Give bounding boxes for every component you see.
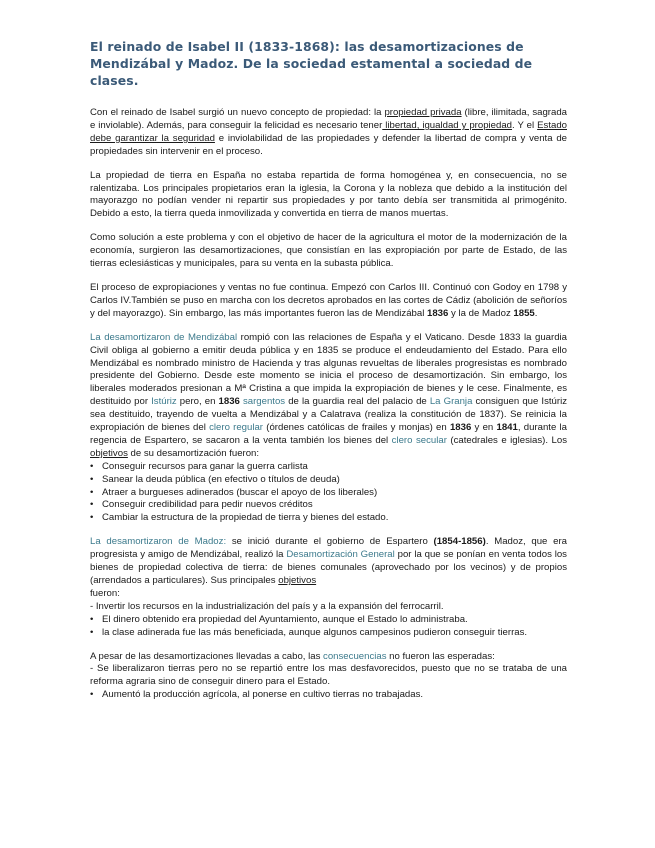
underlined-text: Estado debe garantizar la seguridad — [90, 119, 567, 144]
text: de su desamortización fueron: — [127, 447, 260, 459]
text: rompió con las relaciones de España y el Vaticano. Desde 1833 la guardia Civil obliga al gobierno a emitir deuda pública y en 1835 se produce el endeudamiento del Estado. Para ello Mendizábal es nombrado ministro de Hacienda y tras algunas revueltas de liberales progresistas es nombrado presidente del Gobierno. Desde este momento se inicia el proceso de desamortización. Sin embargo, los liberales moderados presionan a Mª Cristina a que impida la expropiación de bienes y le cese. Finalmente, es destituido por — [90, 331, 567, 408]
paragraph-expropriation-process — [90, 282, 567, 321]
text: A pesar de las desamortizaciones llevadas a cabo, las — [90, 650, 324, 662]
paragraph-desamortization-origin: Como solución a este problema y con el objetivo de hacer de la agricultura el motor de la modernización de la economía, surgieron las desamortizaciones, que consistían en las expropiación por parte de Estado, de las tierras eclesiásticas y municipales, para su venta en la subasta pública. — [90, 232, 567, 270]
underlined-text: objetivos — [90, 447, 128, 459]
list-item: • Sanear la deuda pública (en efectivo o títulos de deuda) — [90, 474, 567, 487]
text: por la que se ponían en venta todos los bienes de propiedad colectiva de tierra: de bienes comunales (aprovechado por los vecinos) y de propios (arrendados a particulares). Sus principales — [90, 549, 567, 586]
list-item: • Cambiar la estructura de la propiedad de tierra y bienes del estado. — [90, 512, 567, 525]
text: e inviolabilidad de las propiedades y defender la libertad de compra y venta de propiedades sin intervenir en el proceso. — [90, 132, 567, 157]
bold-year: 1836 — [218, 396, 240, 408]
bold-year: 1855 — [513, 307, 535, 319]
text: . Y el — [512, 119, 538, 131]
underlined-text: objetivos — [278, 575, 317, 586]
consequences-list — [90, 689, 567, 702]
bold-year: (1854-1856) — [433, 536, 486, 548]
list-item: • Aumentó la producción agrícola, al ponerse en cultivo tierras no trabajadas. — [90, 689, 567, 702]
text: consiguen que Istúriz sea destituido, trayendo de vuelta a Mendizábal y a Calatrava (realiza la constitución de 1837). Se reinicia la expropiación de bienes del — [90, 396, 568, 434]
text: El proceso de expropiaciones y ventas no fue continua. Empezó con Carlos III. Continuó con Godoy en 1798 y Carlos IV.También se puso en marcha con los decretos aprobados en las cortes de Cádiz (abolición de señoríos y del mayorazgo). Sin embargo, las más importantes fueron las de Mendizábal — [90, 281, 567, 319]
list-item: • la clase adinerada fue las más beneficiada, aunque algunos campesinos pudieron conseguir tierras. — [90, 627, 567, 640]
highlight-term: sargentos — [239, 396, 286, 408]
paragraph-consequences — [90, 651, 567, 664]
list-item: • Atraer a burgueses adinerados (buscar el apoyo de los liberales) — [90, 487, 567, 500]
paragraph-land-distribution: La propiedad de tierra en España no estaba repartida de forma homogénea y, en consecuencia, no se ralentizaba. Los principales propietarios eran la iglesia, la Corona y la nobleza que debido a la institución del mayorazgo no podían vender ni repartir sus propiedades y por tanto debía ser transmitida al primogénito. Debido a esto, la tierra queda inmovilizada y convertida en tierra de manos muertas. — [90, 169, 567, 220]
text: , durante la regencia de Espartero, se sacaron a la venta también los bienes del — [90, 422, 567, 446]
text: (catedrales e iglesias). Los — [446, 434, 567, 446]
text: fueron: — [90, 587, 120, 599]
highlight-term: clero regular — [209, 422, 264, 434]
text: de la guardia real del palacio de — [285, 396, 430, 408]
bold-year: 1836 — [427, 307, 449, 319]
highlight-term: : — [223, 536, 227, 548]
madoz-objective-dash-item: - Invertir los recursos en la industrialización del país y a la expansión del ferrocarril. — [90, 600, 444, 612]
text: (libre, ilimitada, sagrada e inviolable). Además, para conseguir la felicidad es necesario tener — [90, 107, 568, 131]
highlight-term: La desamortizaron de Madoz — [90, 536, 224, 548]
text: pero, en — [176, 396, 219, 408]
text: . Madoz, que era progresista y amigo de Mendizábal, realizó la — [90, 536, 567, 561]
underlined-text: libertad, igualdad y propiedad — [382, 119, 513, 131]
text: y en — [471, 422, 497, 434]
paragraph-madoz — [90, 536, 567, 601]
document-title: El reinado de Isabel II (1833-1868): las desamortizaciones de Mendizábal y Madoz. De la sociedad estamental a sociedad de clases. — [90, 39, 533, 88]
highlight-term: Istúriz — [151, 396, 177, 408]
text: . — [534, 307, 538, 319]
highlight-term: La desamortizaron de Mendizábal — [90, 331, 238, 343]
text: se inició durante el gobierno de Espartero — [226, 536, 434, 548]
paragraph-mendizabal — [90, 332, 567, 461]
consequence-dash-item: - Se liberalizaron tierras pero no se repartió entre los mas desfavorecidos, puesto que no se trataba de una reforma agraria sino de conseguir dinero para el Estado. — [90, 663, 567, 688]
highlight-term: Desamortización General — [286, 549, 395, 561]
list-item: • Conseguir recursos para ganar la guerra carlista — [90, 461, 567, 474]
paragraph-property-concept — [90, 107, 567, 159]
highlight-term: clero secular — [391, 434, 447, 446]
list-item: • El dinero obtenido era propiedad del Ayuntamiento, aunque el Estado lo administraba. — [90, 614, 567, 627]
underlined-text: propiedad privada — [384, 107, 462, 118]
text: no fueron las esperadas: — [386, 650, 495, 662]
text: Con el reinado de Isabel surgió un nuevo concepto de propiedad: la — [90, 107, 385, 118]
text: y la de Madoz — [448, 307, 514, 319]
list-item: • Conseguir credibilidad para pedir nuevos créditos — [90, 499, 567, 512]
highlight-term: La Granja — [429, 396, 473, 408]
bold-year: 1841 — [496, 422, 518, 434]
text: (órdenes católicas de frailes y monjas) en — [263, 422, 450, 434]
mendizabal-objectives-list — [90, 461, 567, 526]
highlight-term: consecuencias — [323, 650, 387, 662]
madoz-results-list — [90, 614, 567, 640]
bold-year: 1836 — [449, 422, 472, 434]
